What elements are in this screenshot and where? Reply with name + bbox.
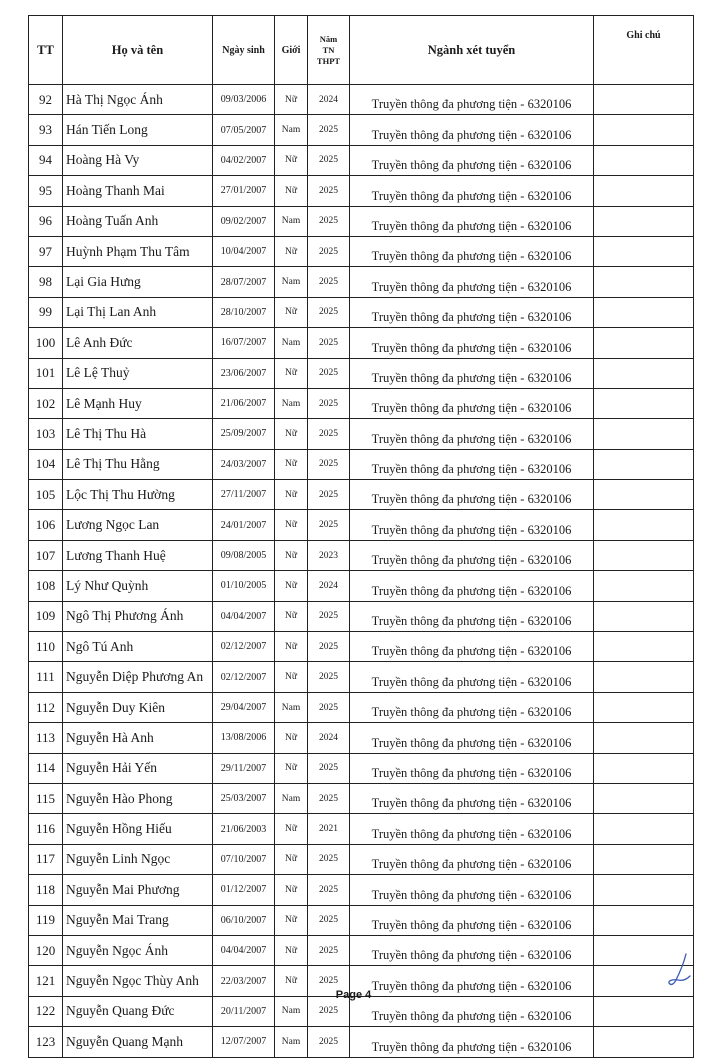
- cell-gender: Nữ: [275, 510, 308, 540]
- table-row: [29, 632, 694, 662]
- cell-dob: 21/06/2007: [213, 388, 275, 418]
- header-row: [29, 16, 694, 85]
- table-row: [29, 510, 694, 540]
- cell-dob: 23/06/2007: [213, 358, 275, 388]
- cell-gender: Nữ: [275, 480, 308, 510]
- table-row: [29, 449, 694, 479]
- cell-tt: 98: [29, 267, 63, 297]
- cell-gender: Nam: [275, 206, 308, 236]
- cell-tt: 108: [29, 571, 63, 601]
- cell-tt: 119: [29, 905, 63, 935]
- cell-name: Nguyễn Ngọc Ánh: [63, 935, 213, 965]
- cell-gender: Nữ: [275, 632, 308, 662]
- cell-note: [594, 662, 694, 692]
- cell-major: Truyền thông đa phương tiện - 6320106: [350, 419, 594, 449]
- cell-major: Truyền thông đa phương tiện - 6320106: [350, 145, 594, 175]
- cell-note: [594, 115, 694, 145]
- cell-tt: 105: [29, 480, 63, 510]
- cell-tt: 101: [29, 358, 63, 388]
- cell-tt: 100: [29, 328, 63, 358]
- cell-dob: 21/06/2003: [213, 814, 275, 844]
- cell-major: Truyền thông đa phương tiện - 6320106: [350, 388, 594, 418]
- table-row: [29, 601, 694, 631]
- cell-gender: Nữ: [275, 814, 308, 844]
- header-tt: TT: [29, 16, 63, 85]
- cell-major: Truyền thông đa phương tiện - 6320106: [350, 540, 594, 570]
- cell-dob: 24/03/2007: [213, 449, 275, 479]
- cell-tt: 92: [29, 85, 63, 115]
- cell-major: Truyền thông đa phương tiện - 6320106: [350, 571, 594, 601]
- table-row: [29, 267, 694, 297]
- cell-dob: 13/08/2006: [213, 723, 275, 753]
- cell-tt: 94: [29, 145, 63, 175]
- cell-dob: 28/07/2007: [213, 267, 275, 297]
- table-row: [29, 814, 694, 844]
- header-year-line3: THPT: [316, 55, 341, 66]
- cell-dob: 27/01/2007: [213, 176, 275, 206]
- cell-note: [594, 753, 694, 783]
- admission-list-table: [28, 15, 694, 1058]
- cell-graduation-year: 2025: [308, 358, 350, 388]
- table-row: [29, 297, 694, 327]
- cell-major: Truyền thông đa phương tiện - 6320106: [350, 328, 594, 358]
- cell-gender: Nam: [275, 996, 308, 1026]
- cell-graduation-year: 2025: [308, 662, 350, 692]
- cell-graduation-year: 2025: [308, 328, 350, 358]
- cell-gender: Nữ: [275, 540, 308, 570]
- cell-dob: 27/11/2007: [213, 480, 275, 510]
- table-row: [29, 753, 694, 783]
- cell-note: [594, 176, 694, 206]
- cell-major: Truyền thông đa phương tiện - 6320106: [350, 267, 594, 297]
- cell-name: Nguyễn Quang Đức: [63, 996, 213, 1026]
- cell-graduation-year: 2025: [308, 267, 350, 297]
- cell-graduation-year: 2025: [308, 935, 350, 965]
- cell-tt: 118: [29, 875, 63, 905]
- cell-major: Truyền thông đa phương tiện - 6320106: [350, 480, 594, 510]
- cell-major: Truyền thông đa phương tiện - 6320106: [350, 935, 594, 965]
- cell-major: Truyền thông đa phương tiện - 6320106: [350, 814, 594, 844]
- cell-major: Truyền thông đa phương tiện - 6320106: [350, 905, 594, 935]
- header-gender: Giới: [275, 16, 308, 85]
- cell-graduation-year: 2025: [308, 206, 350, 236]
- cell-note: [594, 85, 694, 115]
- cell-note: [594, 601, 694, 631]
- cell-note: [594, 692, 694, 722]
- cell-gender: Nam: [275, 783, 308, 813]
- cell-gender: Nam: [275, 267, 308, 297]
- cell-dob: 20/11/2007: [213, 996, 275, 1026]
- cell-graduation-year: 2025: [308, 480, 350, 510]
- cell-tt: 122: [29, 996, 63, 1026]
- cell-major: Truyền thông đa phương tiện - 6320106: [350, 358, 594, 388]
- table-row: [29, 844, 694, 874]
- header-year-line2: TN: [322, 44, 335, 55]
- table-row: [29, 206, 694, 236]
- cell-dob: 06/10/2007: [213, 905, 275, 935]
- cell-dob: 29/04/2007: [213, 692, 275, 722]
- cell-gender: Nữ: [275, 662, 308, 692]
- cell-major: Truyền thông đa phương tiện - 6320106: [350, 875, 594, 905]
- cell-major: Truyền thông đa phương tiện - 6320106: [350, 753, 594, 783]
- table-row: [29, 480, 694, 510]
- cell-major: Truyền thông đa phương tiện - 6320106: [350, 115, 594, 145]
- cell-gender: Nữ: [275, 875, 308, 905]
- cell-graduation-year: 2025: [308, 236, 350, 266]
- cell-graduation-year: 2025: [308, 419, 350, 449]
- cell-note: [594, 328, 694, 358]
- cell-note: [594, 236, 694, 266]
- cell-name: Nguyễn Ngọc Thùy Anh: [63, 966, 213, 996]
- table-row: [29, 85, 694, 115]
- cell-tt: 110: [29, 632, 63, 662]
- cell-gender: Nữ: [275, 753, 308, 783]
- cell-major: Truyền thông đa phương tiện - 6320106: [350, 844, 594, 874]
- cell-gender: Nữ: [275, 85, 308, 115]
- cell-major: Truyền thông đa phương tiện - 6320106: [350, 206, 594, 236]
- cell-name: Lê Thị Thu Hà: [63, 419, 213, 449]
- table-row: [29, 419, 694, 449]
- cell-tt: 112: [29, 692, 63, 722]
- cell-gender: Nữ: [275, 723, 308, 753]
- cell-note: [594, 844, 694, 874]
- cell-gender: Nữ: [275, 844, 308, 874]
- header-name: Họ và tên: [63, 16, 213, 85]
- cell-tt: 102: [29, 388, 63, 418]
- table-header: [29, 16, 694, 85]
- cell-tt: 123: [29, 1027, 63, 1057]
- cell-name: Hà Thị Ngọc Ánh: [63, 85, 213, 115]
- cell-major: Truyền thông đa phương tiện - 6320106: [350, 723, 594, 753]
- cell-graduation-year: 2025: [308, 632, 350, 662]
- cell-tt: 113: [29, 723, 63, 753]
- table-row: [29, 935, 694, 965]
- cell-note: [594, 571, 694, 601]
- cell-name: Lê Anh Đức: [63, 328, 213, 358]
- cell-tt: 107: [29, 540, 63, 570]
- cell-name: Nguyễn Hào Phong: [63, 783, 213, 813]
- cell-name: Huỳnh Phạm Thu Tâm: [63, 236, 213, 266]
- cell-tt: 96: [29, 206, 63, 236]
- cell-dob: 10/04/2007: [213, 236, 275, 266]
- cell-note: [594, 358, 694, 388]
- cell-dob: 22/03/2007: [213, 966, 275, 996]
- cell-gender: Nữ: [275, 966, 308, 996]
- cell-gender: Nam: [275, 388, 308, 418]
- cell-dob: 29/11/2007: [213, 753, 275, 783]
- cell-note: [594, 145, 694, 175]
- cell-graduation-year: 2025: [308, 875, 350, 905]
- cell-name: Nguyễn Hà Anh: [63, 723, 213, 753]
- table-row: [29, 115, 694, 145]
- cell-note: [594, 510, 694, 540]
- table-row: [29, 388, 694, 418]
- cell-note: [594, 905, 694, 935]
- cell-note: [594, 419, 694, 449]
- cell-name: Hoàng Tuấn Anh: [63, 206, 213, 236]
- cell-tt: 106: [29, 510, 63, 540]
- cell-tt: 117: [29, 844, 63, 874]
- table-row: [29, 662, 694, 692]
- cell-graduation-year: 2024: [308, 723, 350, 753]
- cell-dob: 07/05/2007: [213, 115, 275, 145]
- cell-graduation-year: 2025: [308, 145, 350, 175]
- cell-gender: Nữ: [275, 571, 308, 601]
- cell-dob: 04/04/2007: [213, 935, 275, 965]
- cell-graduation-year: 2025: [308, 601, 350, 631]
- cell-major: Truyền thông đa phương tiện - 6320106: [350, 692, 594, 722]
- cell-tt: 115: [29, 783, 63, 813]
- cell-note: [594, 783, 694, 813]
- cell-major: Truyền thông đa phương tiện - 6320106: [350, 996, 594, 1026]
- table-row: [29, 571, 694, 601]
- table-row: [29, 358, 694, 388]
- cell-gender: Nữ: [275, 449, 308, 479]
- cell-gender: Nữ: [275, 358, 308, 388]
- cell-name: Lương Thanh Huệ: [63, 540, 213, 570]
- cell-tt: 109: [29, 601, 63, 631]
- cell-dob: 25/09/2007: [213, 419, 275, 449]
- cell-gender: Nam: [275, 1027, 308, 1057]
- cell-tt: 111: [29, 662, 63, 692]
- page-number: Page 4: [335, 989, 372, 1001]
- cell-major: Truyền thông đa phương tiện - 6320106: [350, 783, 594, 813]
- cell-note: [594, 632, 694, 662]
- cell-tt: 95: [29, 176, 63, 206]
- cell-dob: 02/12/2007: [213, 662, 275, 692]
- signature-mark: [664, 950, 694, 990]
- cell-graduation-year: 2025: [308, 753, 350, 783]
- cell-name: Ngô Tú Anh: [63, 632, 213, 662]
- cell-dob: 12/07/2007: [213, 1027, 275, 1057]
- cell-major: Truyền thông đa phương tiện - 6320106: [350, 632, 594, 662]
- cell-graduation-year: 2025: [308, 783, 350, 813]
- cell-dob: 01/12/2007: [213, 875, 275, 905]
- cell-dob: 25/03/2007: [213, 783, 275, 813]
- cell-graduation-year: 2025: [308, 510, 350, 540]
- cell-tt: 114: [29, 753, 63, 783]
- cell-name: Nguyễn Diệp Phương An: [63, 662, 213, 692]
- cell-name: Lê Mạnh Huy: [63, 388, 213, 418]
- cell-name: Lại Thị Lan Anh: [63, 297, 213, 327]
- cell-name: Nguyễn Hồng Hiếu: [63, 814, 213, 844]
- cell-tt: 104: [29, 449, 63, 479]
- cell-note: [594, 480, 694, 510]
- cell-tt: 97: [29, 236, 63, 266]
- cell-dob: 09/03/2006: [213, 85, 275, 115]
- cell-name: Lê Thị Thu Hằng: [63, 449, 213, 479]
- cell-name: Nguyễn Hải Yến: [63, 753, 213, 783]
- cell-graduation-year: 2025: [308, 692, 350, 722]
- cell-note: [594, 388, 694, 418]
- cell-tt: 99: [29, 297, 63, 327]
- cell-note: [594, 297, 694, 327]
- cell-name: Lê Lệ Thuỷ: [63, 358, 213, 388]
- cell-dob: 04/02/2007: [213, 145, 275, 175]
- table-row: [29, 540, 694, 570]
- cell-name: Lại Gia Hưng: [63, 267, 213, 297]
- cell-name: Lương Ngọc Lan: [63, 510, 213, 540]
- table-row: [29, 875, 694, 905]
- cell-graduation-year: 2025: [308, 388, 350, 418]
- table-body: [29, 85, 694, 1058]
- cell-major: Truyền thông đa phương tiện - 6320106: [350, 297, 594, 327]
- cell-note: [594, 267, 694, 297]
- cell-major: Truyền thông đa phương tiện - 6320106: [350, 176, 594, 206]
- cell-dob: 16/07/2007: [213, 328, 275, 358]
- cell-name: Nguyễn Mai Trang: [63, 905, 213, 935]
- cell-dob: 28/10/2007: [213, 297, 275, 327]
- table-row: [29, 145, 694, 175]
- cell-tt: 103: [29, 419, 63, 449]
- cell-graduation-year: 2025: [308, 1027, 350, 1057]
- cell-tt: 93: [29, 115, 63, 145]
- cell-name: Lộc Thị Thu Hường: [63, 480, 213, 510]
- cell-gender: Nữ: [275, 236, 308, 266]
- cell-major: Truyền thông đa phương tiện - 6320106: [350, 449, 594, 479]
- header-note: Ghi chú: [594, 16, 694, 85]
- cell-name: Nguyễn Duy Kiên: [63, 692, 213, 722]
- table-row: [29, 783, 694, 813]
- table-row: [29, 176, 694, 206]
- header-year-line1: Năm: [319, 33, 338, 44]
- cell-graduation-year: 2021: [308, 814, 350, 844]
- cell-dob: 01/10/2005: [213, 571, 275, 601]
- cell-name: Hán Tiến Long: [63, 115, 213, 145]
- table-row: [29, 1027, 694, 1057]
- cell-name: Ngô Thị Phương Ánh: [63, 601, 213, 631]
- cell-name: Nguyễn Linh Ngọc: [63, 844, 213, 874]
- cell-note: [594, 540, 694, 570]
- table-row: [29, 328, 694, 358]
- cell-major: Truyền thông đa phương tiện - 6320106: [350, 662, 594, 692]
- cell-gender: Nam: [275, 692, 308, 722]
- cell-gender: Nữ: [275, 145, 308, 175]
- cell-note: [594, 449, 694, 479]
- cell-dob: 24/01/2007: [213, 510, 275, 540]
- cell-gender: Nữ: [275, 601, 308, 631]
- table-row: [29, 723, 694, 753]
- cell-gender: Nữ: [275, 297, 308, 327]
- cell-note: [594, 723, 694, 753]
- cell-major: Truyền thông đa phương tiện - 6320106: [350, 85, 594, 115]
- cell-gender: Nữ: [275, 905, 308, 935]
- cell-graduation-year: 2025: [308, 115, 350, 145]
- cell-graduation-year: 2025: [308, 844, 350, 874]
- cell-graduation-year: 2025: [308, 297, 350, 327]
- header-major: Ngành xét tuyển: [350, 16, 594, 85]
- cell-name: Nguyễn Quang Mạnh: [63, 1027, 213, 1057]
- cell-graduation-year: 2023: [308, 540, 350, 570]
- cell-name: Hoàng Thanh Mai: [63, 176, 213, 206]
- table-row: [29, 905, 694, 935]
- table-row: [29, 692, 694, 722]
- cell-major: Truyền thông đa phương tiện - 6320106: [350, 966, 594, 996]
- table-row: [29, 236, 694, 266]
- cell-graduation-year: 2025: [308, 996, 350, 1026]
- cell-dob: 04/04/2007: [213, 601, 275, 631]
- cell-note: [594, 1027, 694, 1057]
- cell-gender: Nữ: [275, 935, 308, 965]
- cell-graduation-year: 2025: [308, 449, 350, 479]
- cell-graduation-year: 2024: [308, 85, 350, 115]
- cell-note: [594, 206, 694, 236]
- cell-major: Truyền thông đa phương tiện - 6320106: [350, 510, 594, 540]
- cell-note: [594, 814, 694, 844]
- cell-dob: 07/10/2007: [213, 844, 275, 874]
- cell-tt: 120: [29, 935, 63, 965]
- cell-major: Truyền thông đa phương tiện - 6320106: [350, 236, 594, 266]
- cell-name: Nguyễn Mai Phương: [63, 875, 213, 905]
- cell-note: [594, 875, 694, 905]
- cell-gender: Nam: [275, 328, 308, 358]
- cell-tt: 116: [29, 814, 63, 844]
- cell-gender: Nữ: [275, 176, 308, 206]
- cell-gender: Nam: [275, 115, 308, 145]
- cell-graduation-year: 2025: [308, 966, 350, 996]
- cell-graduation-year: 2025: [308, 905, 350, 935]
- header-graduation-year: [308, 16, 350, 85]
- cell-dob: 09/08/2005: [213, 540, 275, 570]
- cell-dob: 02/12/2007: [213, 632, 275, 662]
- cell-tt: 121: [29, 966, 63, 996]
- cell-name: Lý Như Quỳnh: [63, 571, 213, 601]
- cell-name: Hoàng Hà Vy: [63, 145, 213, 175]
- cell-graduation-year: 2025: [308, 176, 350, 206]
- cell-graduation-year: 2024: [308, 571, 350, 601]
- cell-dob: 09/02/2007: [213, 206, 275, 236]
- cell-major: Truyền thông đa phương tiện - 6320106: [350, 1027, 594, 1057]
- cell-major: Truyền thông đa phương tiện - 6320106: [350, 601, 594, 631]
- header-dob: Ngày sinh: [213, 16, 275, 85]
- cell-gender: Nữ: [275, 419, 308, 449]
